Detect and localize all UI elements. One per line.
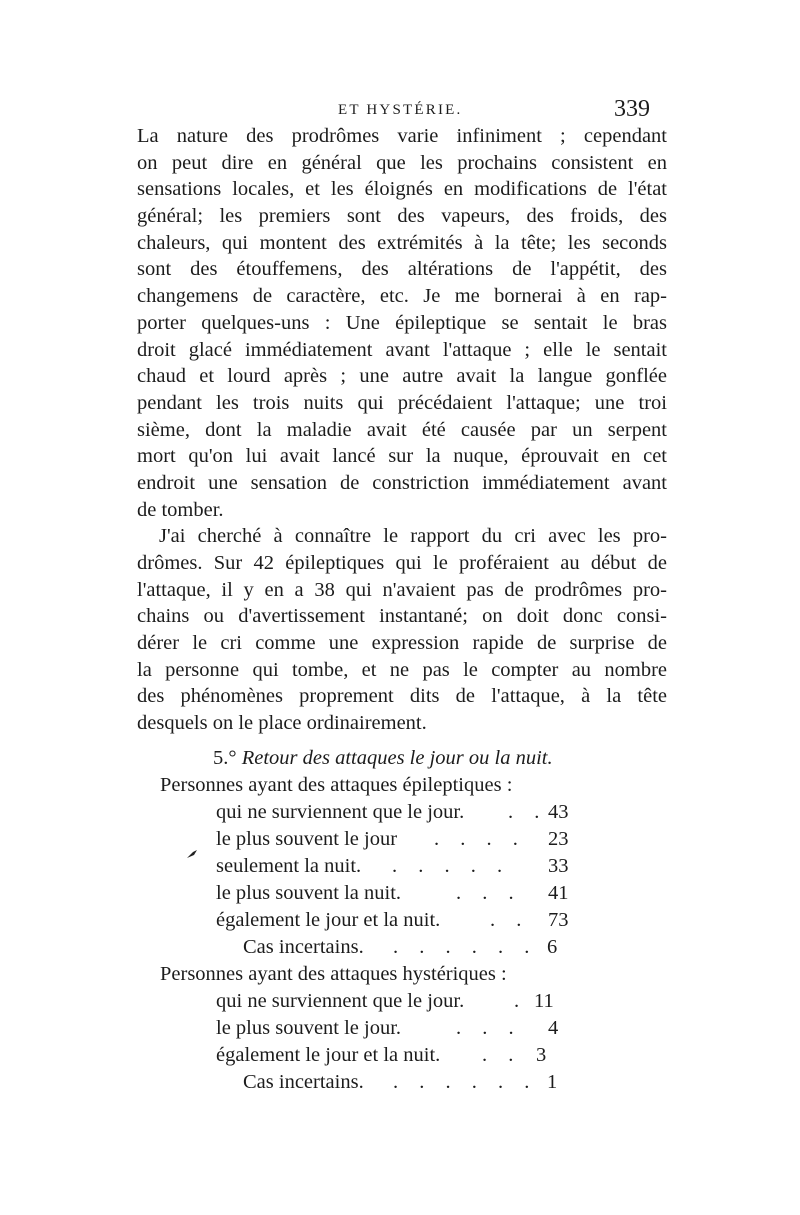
section-number: 5.° [213,747,237,769]
section-heading [213,745,553,772]
text-line: sième, dont la maladie avait été causée par un serpent [137,418,667,441]
row-count: 33 [548,855,569,877]
text-line: dérer le cri comme une expression rapide de surprise de [137,632,667,655]
section-title: Retour des attaques le jour ou la nuit. [241,747,553,769]
row-count: 11 [534,990,554,1012]
ink-speck-icon [186,848,198,860]
table-row [216,907,576,934]
hysteric-group-label: Personnes ayant des attaques hystériques : [160,963,507,985]
table-row [216,1015,576,1042]
row-label: Cas incertains. [243,936,364,958]
row-leader: . . . . . . [393,936,538,958]
text-line: mort qu'on lui avait lancé sur la nuque, éprouvait en cet [137,445,667,468]
row-count: 41 [548,882,569,904]
text-line: sont des étouffemens, des altérations de l'appétit, des [137,258,667,281]
text-line: porter quelques-uns : Une épileptique se sentait le bras [137,311,667,334]
text-line: endroit une sensation de constriction immédiatement avant [137,471,667,494]
text-line: changemens de caractère, etc. Je me bornerai à en rap- [137,285,667,308]
body-text [137,123,667,737]
paragraph-cri [137,523,667,737]
text-line: J'ai cherché à connaître le rapport du cri avec les pro- [159,525,667,548]
text-line: drômes. Sur 42 épileptiques qui le proféraient au début de [137,552,667,574]
table-row [216,1042,576,1069]
table-row-uncertain [243,934,583,961]
epileptic-group-label: Personnes ayant des attaques épileptiques : [160,774,513,796]
table-row [216,988,576,1015]
row-leader: . . . . [434,828,526,850]
text-line: chaleurs, qui montent des extrémités à la tête; les seconds [137,231,667,254]
text-line: chaud et lourd après ; une autre avait la langue gonflée [137,365,667,388]
running-title: ET HYSTÉRIE. [338,102,463,118]
table-row [216,853,576,880]
row-leader: . . [508,801,548,823]
text-line: pendant les trois nuits qui précédaient l'attaque; une troi [137,391,667,414]
paragraph-prodromes [137,123,667,523]
row-leader: . [514,990,528,1012]
row-leader: . . . . . . [393,1071,538,1093]
text-line: chains ou d'avertissement instantané; on doit donc consi- [137,605,667,628]
row-count: 4 [548,1017,559,1039]
text-line: de tomber. [137,498,224,521]
text-line: la personne qui tombe, et ne pas le compter au nombre [137,658,667,681]
text-line: on peut dire en général que les prochains consistent en [137,151,667,174]
row-label: Cas incertains. [243,1071,364,1093]
table-row-uncertain [243,1069,583,1096]
row-label: qui ne surviennent que le jour. [216,990,465,1012]
row-label: également le jour et la nuit. [216,909,441,931]
row-leader: . . . [456,882,522,904]
page-number: 339 [614,96,650,122]
row-count: 73 [548,909,569,931]
row-label: le plus souvent la nuit. [216,882,402,904]
row-count: 1 [547,1071,558,1093]
row-label: qui ne surviennent que le jour. [216,801,465,823]
table-row [216,799,576,826]
text-line: sensations locales, et les éloignés en modifications de l'état [137,178,667,201]
text-line: La nature des prodrômes varie infiniment ; cependant [137,125,667,147]
row-count: 3 [536,1044,547,1066]
text-line: des phénomènes proprement dits de l'attaque, à la tête [137,685,667,708]
text-line: droit glacé immédiatement avant l'attaque ; elle le sentait [137,338,667,361]
row-leader: . . [482,1044,522,1066]
row-leader: . . . [456,1017,522,1039]
row-leader: . . [490,909,530,931]
row-count: 43 [548,801,569,823]
text-line: général; les premiers sont des vapeurs, des froids, des [137,205,667,228]
row-label: le plus souvent le jour. [216,1017,402,1039]
row-leader: . . . . . [392,855,511,877]
row-count: 23 [548,828,569,850]
row-count: 6 [547,936,558,958]
table-row [216,880,576,907]
text-line: l'attaque, il y en a 38 qui n'avaient pas de prodrômes pro- [137,578,667,601]
running-head [0,96,800,126]
table-row [216,826,576,853]
text-line: desquels on le place ordinairement. [137,712,427,735]
row-label: également le jour et la nuit. [216,1044,441,1066]
row-label: seulement la nuit. [216,855,362,877]
row-label: le plus souvent le jour [216,828,398,850]
